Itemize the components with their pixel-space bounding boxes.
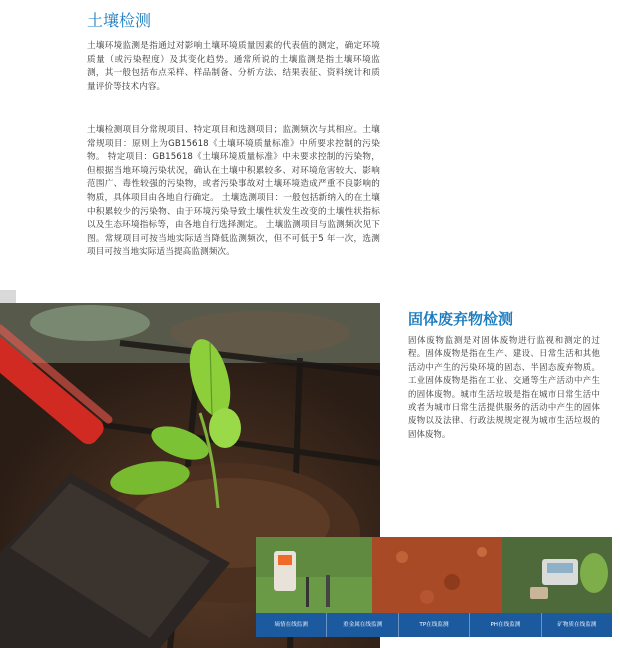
solid-waste-paragraph: 固体废物监测是对固体废物进行监视和测定的过程。固体废物是指在生产、建设、日常生活和其他活动中产生的污染环境的固态、半固态废弃物质。工业固体废物是指在工业、交通等生产活动中产生的固体废物。城市生活垃圾是指在城市日常生活中或者为城市日常生活提供服务的活动中产生的固体废物以及法律、行政法规规定视为城市生活垃圾的固体废物。 xyxy=(408,335,600,439)
soil-intro-paragraph: 土壤环境监测是指通过对影响土壤环境质量因素的代表值的测定，确定环境质量（或污染程度）及其变化趋势。通常所说的土壤监测是指土壤环境监测，其一般包括布点采样、样品制备、分析方法、结果表征、资料统计和质量评价等技术内容。 xyxy=(87,41,380,92)
product-label: PH在线监测 xyxy=(469,613,540,637)
monitoring-products-strip xyxy=(256,537,612,637)
product-label: 墒情在线监测 xyxy=(274,622,308,628)
moisture-sensor-photo xyxy=(256,537,372,613)
handheld-meter-photo xyxy=(502,537,612,613)
soil-section-title: 土壤检测 xyxy=(87,11,152,30)
product-labels-bar xyxy=(256,613,612,637)
soil-items-paragraph: 土壤检测项目分常规项目、特定项目和选测项目；监测频次与其相应。土壤常规项目：原则上为GB15618《土壤环境质量标准》中所要求控制的污染物。 特定项目：GB15618《土壤环境质量标准》中未要求控制的污染物，但根据当地环境污染状况，确认在土壤中积累较多、对环境危害较大、影响范围广、毒性较强的污染物，或者污染事故对土壤环境造成严重不良影响的物质，具体项目由各地自行确定。 土壤选测项目：一般包括新纳入的在土壤中积累较少的污染物、由于环境污染导致土壤性状发生改变的土壤性状指标以及生态环境指标等，由各地自行选择测定。 土壤监测项目与监测频次见下图。常规项目可按当地实际适当降低监测频次，但不可低于5 年一次，选测项目可按当地实际适当提高监测频次。 xyxy=(87,125,380,258)
product-label: 重金属在线监测 xyxy=(326,613,397,637)
product-label: TP在线监测 xyxy=(398,613,469,637)
solid-waste-section-title: 固体废弃物检测 xyxy=(408,310,514,328)
product-label: 矿物质在线监测 xyxy=(541,613,612,637)
red-soil-photo xyxy=(372,537,502,613)
